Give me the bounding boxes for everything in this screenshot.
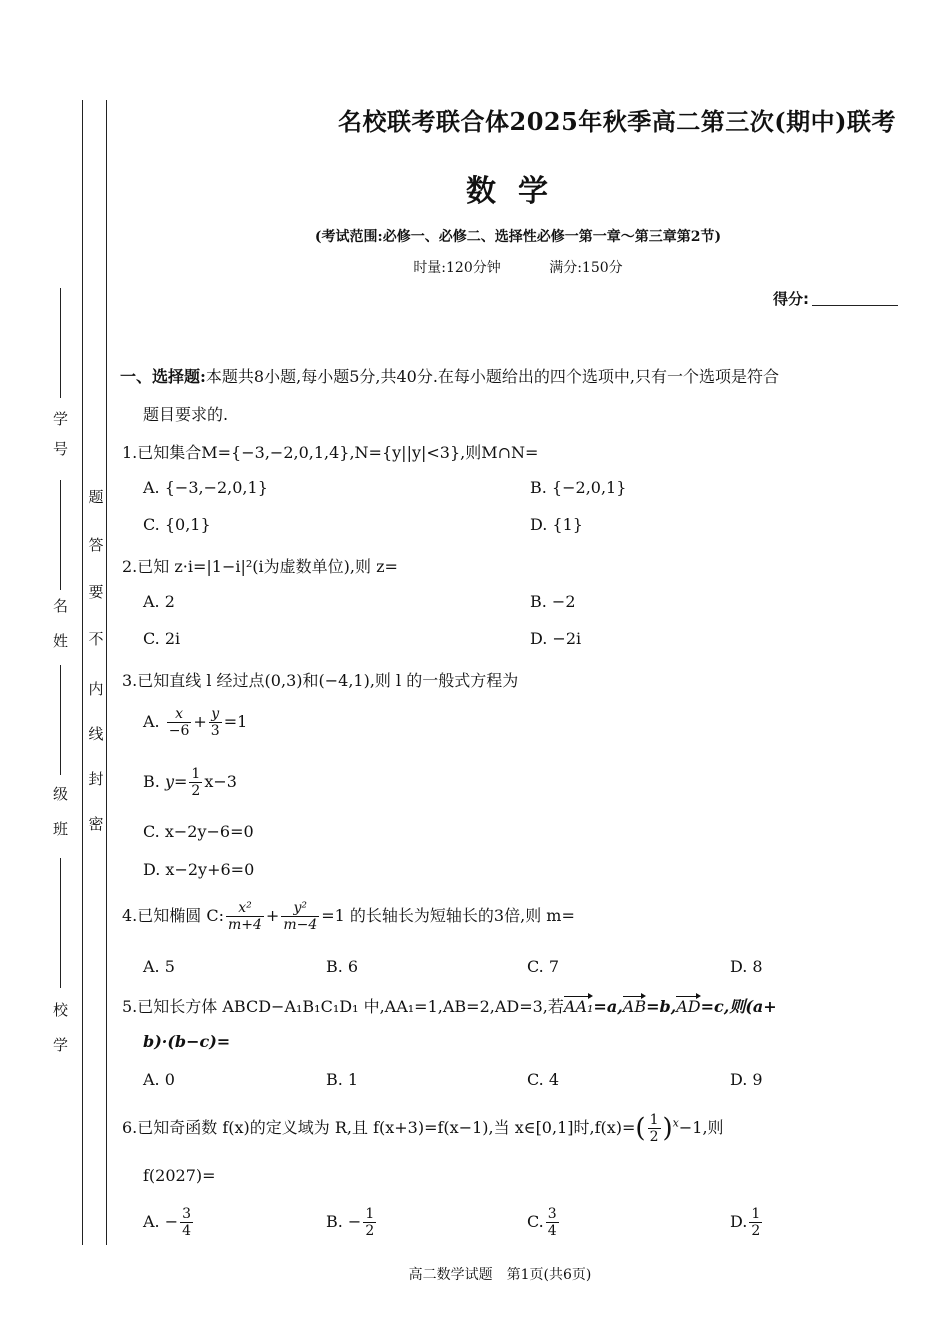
q3-b-den: 2 <box>191 783 201 799</box>
q6-pre: 6.已知奇函数 f(x)的定义域为 R,且 f(x+3)=f(x−1),当 x∈[0,1]时,f(x)= <box>122 1118 636 1137</box>
time-and-score-line <box>0 257 950 277</box>
q2-option-c: C. 2i <box>143 629 181 648</box>
school-blank <box>60 858 61 988</box>
q1-option-a: A. {−3,−2,0,1} <box>143 478 268 497</box>
q6-stem-line-1 <box>122 1112 724 1145</box>
q6-fraction <box>648 1112 661 1145</box>
q5-option-b: B. 1 <box>326 1070 359 1089</box>
q4-fraction-1 <box>226 900 264 933</box>
q6-b-fraction <box>363 1206 376 1239</box>
q6-f-num: 1 <box>649 1112 659 1128</box>
q3-a-fraction-2 <box>209 706 222 739</box>
q4-post: =1 的长轴长为短轴长的3倍,则 m= <box>321 906 575 925</box>
q4-f1-den: m+4 <box>228 917 262 933</box>
q3-a-f1-den: −6 <box>168 723 190 739</box>
class-label-2: 级 <box>53 785 69 803</box>
exam-time: 时量:120分钟 <box>413 260 501 276</box>
q3-b-fraction <box>189 766 202 799</box>
section-title: 一、选择题: <box>120 367 206 386</box>
q6-c-num: 3 <box>547 1206 557 1222</box>
q4-f2-den: m−4 <box>283 917 318 933</box>
q1-option-c: C. {0,1} <box>143 515 211 534</box>
q6-a-num: 3 <box>182 1206 192 1222</box>
q3-a-fraction-1 <box>167 706 192 739</box>
q5-option-c: C. 4 <box>527 1070 560 1089</box>
q3-option-a <box>143 706 247 739</box>
q6-post: −1,则 <box>678 1118 724 1137</box>
q6-f-den: 2 <box>649 1129 659 1145</box>
name-blank <box>60 480 61 590</box>
q6-right-paren: ) <box>662 1113 673 1144</box>
seal-char-7: 答 <box>88 536 104 554</box>
q6-left-paren: ( <box>635 1113 646 1144</box>
q2-option-d: D. −2i <box>530 629 582 648</box>
student-id-blank <box>60 288 61 398</box>
student-id-label-2: 号 <box>53 440 69 458</box>
q5-eq-a: =a, <box>593 997 623 1016</box>
name-label-2: 名 <box>53 597 69 615</box>
seal-char-1: 密 <box>88 815 104 833</box>
q2-option-a: A. 2 <box>143 592 175 611</box>
q6-b-den: 2 <box>365 1223 375 1239</box>
q3-a-f1-num: x <box>167 706 192 723</box>
q4-fraction-2 <box>281 900 319 933</box>
q5-option-d: D. 9 <box>730 1070 763 1089</box>
q3-option-c: C. x−2y−6=0 <box>143 822 254 841</box>
q4-f2-num: y² <box>281 900 319 917</box>
q3-a-plus: + <box>193 712 207 731</box>
q6-a-label: A. − <box>143 1212 179 1231</box>
q5-stem-line-1 <box>122 994 777 1017</box>
q3-b-lhs: y= <box>164 772 188 791</box>
q6-d-den: 2 <box>751 1223 761 1239</box>
q5-vector-ad: AD <box>676 997 701 1016</box>
q2-stem: 2.已知 z·i=|1−i|²(i为虚数单位),则 z= <box>122 557 398 576</box>
q5-vector-aa1: AA₁ <box>563 997 594 1016</box>
q6-exponent: x <box>672 1116 679 1130</box>
q5-pre: 5.已知长方体 ABCD−A₁B₁C₁D₁ 中,AA₁=1,AB=2,AD=3,若 <box>122 997 564 1016</box>
school-label-2: 校 <box>53 1001 69 1019</box>
q6-d-fraction <box>749 1206 762 1239</box>
subject-title: 数学 <box>466 174 570 209</box>
q3-b-label: B. <box>143 772 160 791</box>
q6-option-c <box>527 1206 561 1239</box>
q5-vector-ab: AB <box>622 997 647 1016</box>
q4-pre: 4.已知椭圆 C: <box>122 906 224 925</box>
name-label-1: 姓 <box>53 632 69 650</box>
score-blank <box>812 305 898 306</box>
score-label: 得分: <box>773 290 809 308</box>
q6-b-num: 1 <box>365 1206 375 1222</box>
section-intro-line-2: 题目要求的. <box>143 405 229 424</box>
q3-option-b <box>143 766 237 799</box>
q4-f1-num: x² <box>226 900 264 917</box>
q3-a-label: A. <box>143 712 160 731</box>
q4-option-b: B. 6 <box>326 957 359 976</box>
q5-option-a: A. 0 <box>143 1070 175 1089</box>
q6-d-label: D. <box>730 1212 748 1231</box>
q1-stem: 1.已知集合M={−3,−2,0,1,4},N={y||y|<3},则M∩N= <box>122 443 539 462</box>
student-id-label-1: 学 <box>53 410 69 428</box>
q6-c-fraction <box>546 1206 559 1239</box>
q6-a-den: 4 <box>182 1223 192 1239</box>
seal-char-8: 题 <box>88 488 104 506</box>
section-intro-text: 本题共8小题,每小题5分,共40分.在每小题给出的四个选项中,只有一个选项是符合 <box>205 367 779 386</box>
exam-range: (考试范围:必修一、必修二、选择性必修一第一章～第三章第2节) <box>314 229 722 245</box>
q6-option-b <box>326 1206 378 1239</box>
q3-stem: 3.已知直线 l 经过点(0,3)和(−4,1),则 l 的一般式方程为 <box>122 671 519 690</box>
q4-option-d: D. 8 <box>730 957 763 976</box>
q3-a-f2-den: 3 <box>210 723 220 739</box>
q5-eq-b: =b, <box>646 997 677 1016</box>
q6-d-num: 1 <box>751 1206 761 1222</box>
q3-a-f2-num: y <box>209 706 222 723</box>
q4-stem <box>122 900 575 933</box>
seal-char-4: 内 <box>88 680 104 698</box>
q6-option-d <box>730 1206 764 1239</box>
section-intro-line-1 <box>120 364 779 387</box>
q6-option-a <box>143 1206 195 1239</box>
seal-char-6: 要 <box>88 583 104 601</box>
exam-title: 名校联考联合体2025年秋季高二第三次(期中)联考 <box>338 107 897 136</box>
school-label-1: 学 <box>53 1036 69 1054</box>
q6-c-label: C. <box>527 1212 544 1231</box>
q5-stem-line-2: b)·(b−c)= <box>143 1032 231 1051</box>
class-blank <box>60 665 61 775</box>
page-footer: 高二数学试题 第1页(共6页) <box>408 1267 592 1283</box>
q3-b-num: 1 <box>191 766 201 782</box>
q5-eq-c: =c,则(a+ <box>700 997 777 1016</box>
seal-char-3: 线 <box>88 725 104 743</box>
q1-option-d: D. {1} <box>530 515 583 534</box>
q6-b-label: B. − <box>326 1212 362 1231</box>
class-label-1: 班 <box>53 820 69 838</box>
q4-option-a: A. 5 <box>143 957 175 976</box>
q1-option-b: B. {−2,0,1} <box>530 478 627 497</box>
full-score: 满分:150分 <box>549 260 623 276</box>
score-field <box>773 288 898 309</box>
seal-char-5: 不 <box>88 630 104 648</box>
q3-a-rhs: =1 <box>223 712 248 731</box>
q4-plus: + <box>265 906 280 925</box>
q6-c-den: 4 <box>547 1223 557 1239</box>
seal-char-2: 封 <box>88 770 104 788</box>
q2-option-b: B. −2 <box>530 592 576 611</box>
q6-stem-line-2: f(2027)= <box>143 1166 216 1185</box>
q3-option-d: D. x−2y+6=0 <box>143 860 255 879</box>
q4-option-c: C. 7 <box>527 957 560 976</box>
q6-a-fraction <box>180 1206 193 1239</box>
q3-b-rhs: x−3 <box>204 772 237 791</box>
